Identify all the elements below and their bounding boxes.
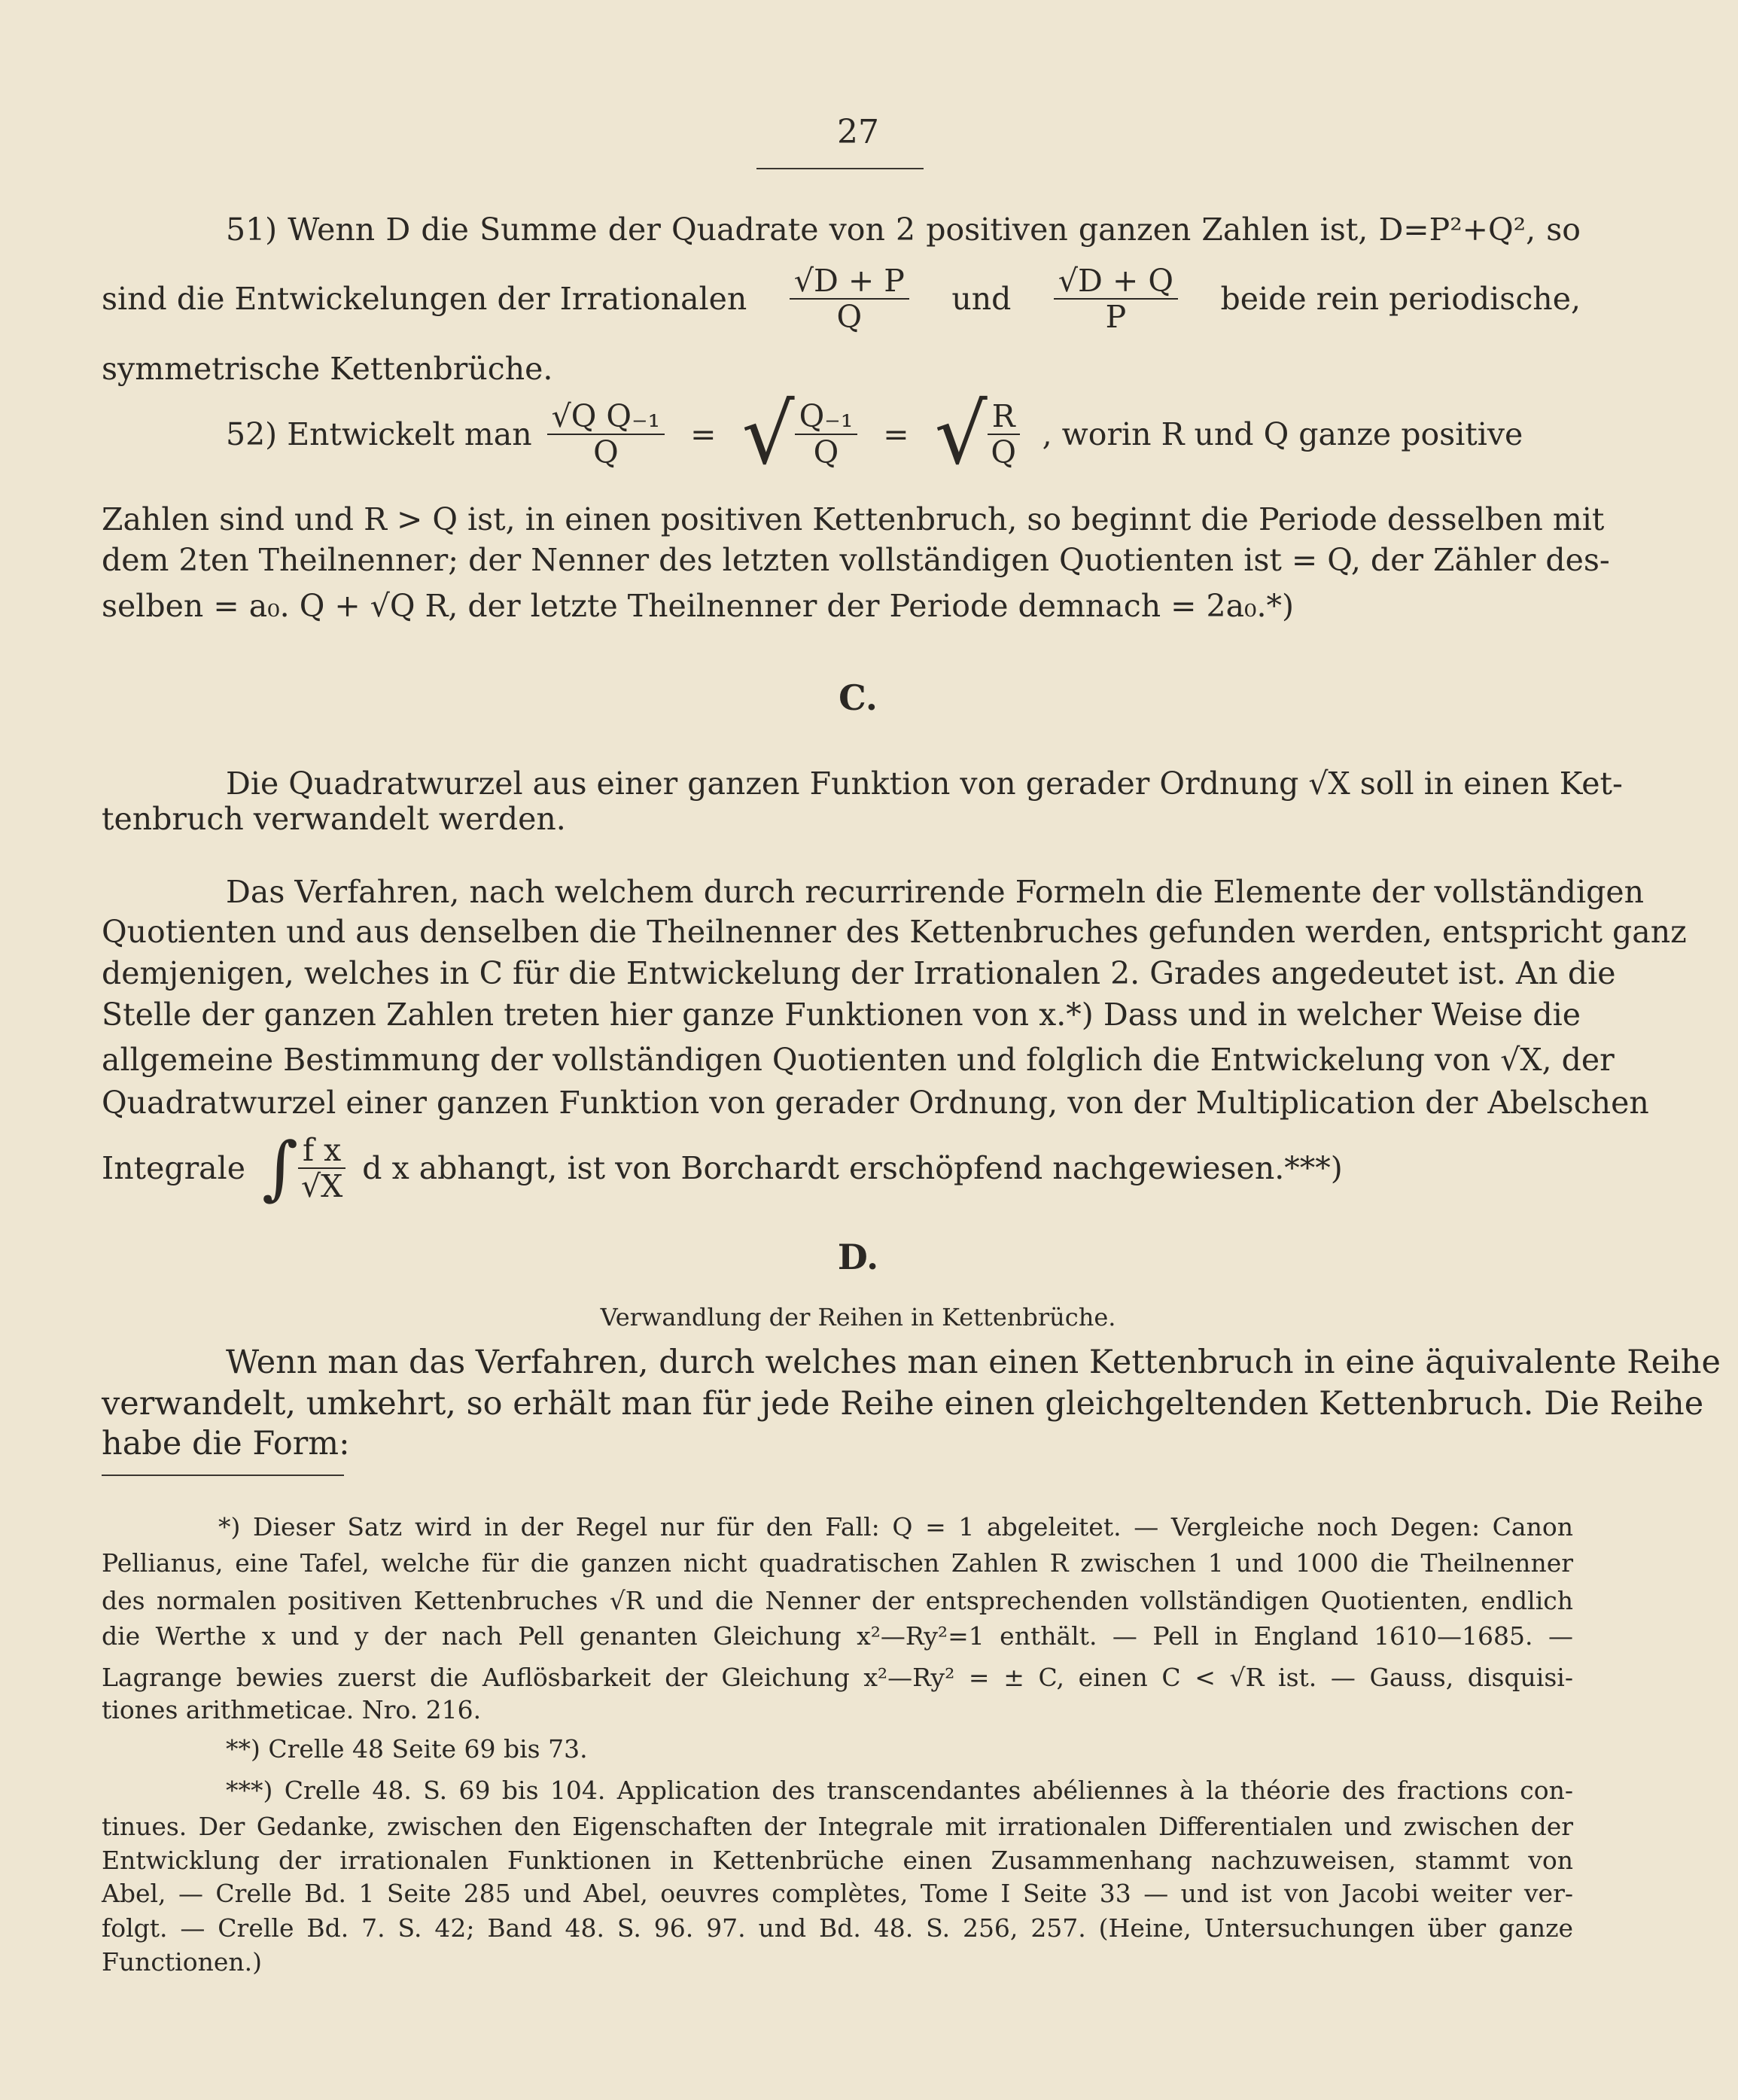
sqrt-icon: √	[741, 386, 795, 482]
p51-text-a: sind die Entwickelungen der Irrationalen	[102, 281, 747, 317]
fraction-denominator: P	[1105, 299, 1127, 335]
p51-line1: 51) Wenn D die Summe der Quadrate von 2 positiven ganzen Zahlen ist, D=P²+Q², so	[226, 212, 1581, 248]
equals-sign: =	[883, 416, 909, 452]
fn1-line6: tiones arithmeticae. Nro. 216.	[102, 1695, 482, 1724]
fn3-line2: tinues. Der Gedanke, zwischen den Eigenschaften der Integrale mit irrationalen Differentialen und zwischen der	[102, 1812, 1573, 1841]
fn1-line5: Lagrange bewies zuerst die Auflösbarkeit der Gleichung x²—Ry² = ± C, einen C < √R ist. — Gauss, disquisi-	[102, 1663, 1573, 1692]
fraction-denominator: Q	[813, 434, 839, 470]
integral-tail: d x abhangt, ist von Borchardt erschöpfend nachgewiesen.***)	[362, 1150, 1343, 1186]
c-p2-line2: Quotienten und aus denselben die Theilnenner des Kettenbruches gefunden werden, entspricht ganz	[102, 914, 1687, 950]
fraction-denominator: √X	[300, 1168, 343, 1204]
p51-text-b: und	[951, 281, 1012, 317]
c-p1-line2: tenbruch verwandelt werden.	[102, 801, 566, 837]
c-p2-line5: allgemeine Bestimmung der vollständigen Quotienten und folglich die Entwickelung von √X, der	[102, 1042, 1615, 1078]
p52-fraction-1	[547, 399, 665, 470]
p52-line1	[226, 386, 1581, 482]
p52-fraction-3	[988, 399, 1020, 470]
fraction-denominator: Q	[991, 434, 1016, 470]
fraction-numerator: f x	[298, 1133, 345, 1169]
fn3-line5: folgt. — Crelle Bd. 7. S. 42; Band 48. S. 96. 97. und Bd. 48. S. 256, 257. (Heine, Untersuchungen über ganze	[102, 1913, 1573, 1943]
header-rule	[756, 168, 924, 169]
c-p1-line1: Die Quadratwurzel aus einer ganzen Funktion von gerader Ordnung √X soll in einen Ket-	[226, 765, 1623, 802]
d-line2: verwandelt, umkehrt, so erhält man für jede Reihe einen gleichgeltenden Kettenbruch. Die Reihe	[102, 1385, 1704, 1423]
d-line3: habe die Form:	[102, 1425, 350, 1462]
fraction-numerator: √D + P	[790, 263, 909, 300]
integral-sign-icon: ∫	[262, 1128, 298, 1208]
fn3-line3: Entwicklung der irrationalen Funktionen in Kettenbrüche einen Zusammenhang nachzuweisen, stammt von	[102, 1846, 1573, 1875]
fraction-denominator: Q	[593, 434, 619, 470]
c-integral-line	[102, 1128, 1343, 1208]
p52-fraction-2	[795, 399, 858, 470]
d-line1: Wenn man das Verfahren, durch welches man einen Kettenbruch in eine äquivalente Reihe	[226, 1344, 1721, 1381]
p51-line2	[102, 263, 1581, 334]
c-p2-line1: Das Verfahren, nach welchem durch recurrirende Formeln die Elemente der vollständigen	[226, 874, 1645, 910]
fraction-numerator: √D + Q	[1054, 263, 1178, 300]
p52-line3: dem 2ten Theilnenner; der Nenner des letzten vollständigen Quotienten ist = Q, der Zähler des-	[102, 542, 1610, 578]
section-d-subheading: Verwandlung der Reihen in Kettenbrüche.	[600, 1303, 1116, 1332]
fn3-line1: ***) Crelle 48. S. 69 bis 104. Application des transcendantes abéliennes à la théorie des fractions con-	[226, 1776, 1573, 1805]
sqrt-icon: √	[934, 386, 988, 482]
c-p2-line4: Stelle der ganzen Zahlen treten hier ganze Funktionen von x.*) Dass und in welcher Weise die	[102, 997, 1581, 1033]
fn3-line4: Abel, — Crelle Bd. 1 Seite 285 und Abel, oeuvres complètes, Tome I Seite 33 — und ist von Jacobi weiter ver-	[102, 1879, 1573, 1908]
footnote-rule	[102, 1475, 344, 1476]
p51-line3: symmetrische Kettenbrüche.	[102, 351, 553, 387]
fn1-line2: Pellianus, eine Tafel, welche für die ganzen nicht quadratischen Zahlen R zwischen 1 und 1000 die Theilnenner	[102, 1548, 1573, 1578]
p52-lead: 52) Entwickelt man	[226, 416, 532, 452]
fn2: **) Crelle 48 Seite 69 bis 73.	[226, 1734, 588, 1764]
fn3-line6: Functionen.)	[102, 1947, 262, 1977]
fn1-line1: *) Dieser Satz wird in der Regel nur für den Fall: Q = 1 abgeleitet. — Vergleiche noch Degen: Canon	[218, 1512, 1573, 1542]
integral-fraction	[298, 1133, 345, 1204]
p51-fraction-1	[790, 263, 909, 334]
c-p2-line3: demjenigen, welches in C für die Entwickelung der Irrationalen 2. Grades angedeutet ist. An die	[102, 955, 1616, 991]
section-d-heading: D.	[837, 1237, 879, 1277]
c-p2-line6: Quadratwurzel einer ganzen Funktion von gerader Ordnung, von der Multiplication der Abelschen	[102, 1085, 1649, 1121]
page-number: 27	[837, 113, 879, 151]
p51-text-c: beide rein periodische,	[1220, 281, 1581, 317]
fn1-line3: des normalen positiven Kettenbruches √R und die Nenner der entsprechenden vollständigen Quotienten, endlich	[102, 1586, 1573, 1615]
p52-line4: selben = a₀. Q + √Q R, der letzte Theilnenner der Periode demnach = 2a₀.*)	[102, 588, 1295, 624]
integral-lead: Integrale	[102, 1150, 246, 1186]
p52-tail: , worin R und Q ganze positive	[1042, 416, 1523, 452]
equals-sign: =	[690, 416, 717, 452]
fraction-denominator: Q	[836, 299, 863, 335]
p52-line2: Zahlen sind und R > Q ist, in einen positiven Kettenbruch, so beginnt die Periode desselben mit	[102, 501, 1605, 537]
fn1-line4: die Werthe x und y der nach Pell genanten Gleichung x²—Ry²=1 enthält. — Pell in England 1610—1685. —	[102, 1621, 1573, 1651]
fraction-numerator: Q₋₁	[795, 399, 858, 435]
section-c-heading: C.	[839, 677, 878, 718]
fraction-numerator: R	[988, 399, 1020, 435]
fraction-numerator: √Q Q₋₁	[547, 399, 665, 435]
p51-fraction-2	[1054, 263, 1178, 334]
